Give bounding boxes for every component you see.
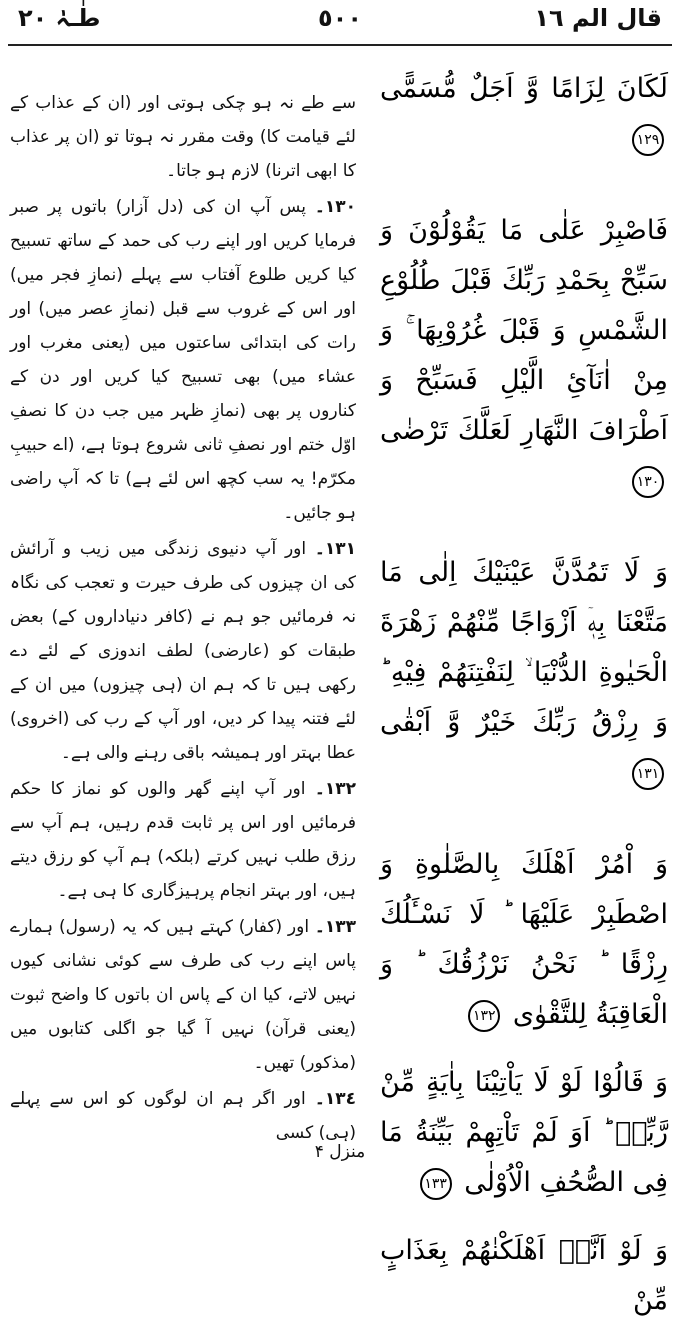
page-number: ٥٠٠ xyxy=(318,4,362,32)
ayah-end-marker: ١٢٩ xyxy=(632,124,664,156)
ayah-131: وَ لَا تَمُدَّنَّ عَيْنَيْكَ اِلٰى مَا مَتَّعْنَا بِهٖۤ اَزْوَاجًا مِّنْهُمْ زَهْرَةَ الْحَيٰوةِ الدُّنْيَا ۙ لِنَفْتِنَهُمْ فِيْهِ ؕ وَ رِزْقُ رَبِّكَ خَيْرٌ وَّ اَبْقٰى ١٣١ xyxy=(380,548,668,798)
ayah-end-marker: ١٣١ xyxy=(632,758,664,790)
ayah-end-marker: ١٣٠ xyxy=(632,466,664,498)
header-divider xyxy=(8,44,672,46)
translation-number: ١٣١۔ xyxy=(314,539,356,559)
ayah-132: وَ اْمُرْ اَهْلَكَ بِالصَّلٰوةِ وَ اصْطَبِرْ عَلَيْهَا ؕ لَا نَسْـَٔلُكَ رِزْقًا ؕ نَحْنُ نَرْزُقُكَ ؕ وَ الْعَاقِبَةُ لِلتَّقْوٰى ١٣٢ xyxy=(380,849,668,1030)
translation-133: ١٣٣۔ اور (کفار) کہتے ہیں کہ یہ (رسول) ہمارے پاس اپنے رب کی طرف سے کوئی نشانی کیوں نہیں لاتے، کیا ان کے پاس ان باتوں کا واضح ثبوت (یعنی قرآن) نہیں آ گیا جو اگلی کتابوں میں (مذکور) تھیں۔ xyxy=(10,917,356,1073)
translation-132: ١٣٢۔ اور آپ اپنے گھر والوں کو نماز کا حکم فرمائیں اور اس پر ثابت قدم رہیں، ہم آپ سے رزق طلب نہیں کرتے (بلکہ) ہم آپ کو رزق دیتے ہیں، اور بہتر انجام پرہیزگاری کا ہی ہے۔ xyxy=(10,779,356,901)
ayah-133: وَ قَالُوْا لَوْ لَا يَاْتِيْنَا بِاٰيَةٍ مِّنْ رَّبِّهٖ ؕ اَوَ لَمْ تَاْتِهِمْ بَيِّنَةُ مَا فِى الصُّحُفِ الْاُوْلٰى ١٣٣ xyxy=(380,1067,668,1198)
translation-131: ١٣١۔ اور آپ دنیوی زندگی میں زیب و آرائش کی ان چیزوں کی طرف حیرت و تعجب کی نگاہ نہ فرمائیں جو ہم نے (کافر دنیاداروں کے) بعض طبقات کو (عارضی) لطف اندوزی کے لئے دے رکھی ہیں تا کہ ہم ان (ہی چیزوں) میں ان کے لئے فتنہ پیدا کر دیں، اور آپ کے رب کی (اخروی) عطا بہتر اور ہمیشہ باقی رہنے والی ہے۔ xyxy=(10,539,356,763)
translation-number: ١٣٣۔ xyxy=(314,917,356,937)
translation-number: ١٣٢۔ xyxy=(314,779,356,799)
translation-134: ١٣٤۔ اور اگر ہم ان لوگوں کو اس سے پہلے (ہی) کسی xyxy=(10,1089,356,1143)
translation-129-cont: سے طے نہ ہو چکی ہوتی اور (ان کے عذاب کے لئے قیامت کا) وقت مقرر نہ ہوتا تو (ان پر عذاب کا ابھی اترنا) لازم ہو جاتا۔ xyxy=(10,93,356,181)
translation-number: ١٣٤۔ xyxy=(314,1089,356,1109)
ayah-129: لَكَانَ لِزَامًا وَّ اَجَلٌ مُّسَمًّى ١٢٩ xyxy=(380,64,668,164)
juz-header: قال الم ١٦ xyxy=(534,4,662,32)
arabic-column xyxy=(380,64,668,1316)
urdu-translation-column xyxy=(10,86,356,1143)
translation-130: ١٣٠۔ پس آپ ان کی (دل آزار) باتوں پر صبر فرمایا کریں اور اپنے رب کی حمد کے ساتھ تسبیح کیا کریں طلوع آفتاب سے پہلے (نمازِ فجر میں) اور اس کے غروب سے قبل (نمازِ عصر میں) اور رات کی ابتدائی ساعتوں میں (یعنی مغرب اور عشاء میں) بھی تسبیح کیا کریں اور دن کے کناروں پر بھی (نمازِ ظہر میں جب دن کا نصفِ اوّل ختم اور نصفِ ثانی شروع ہوتا ہے، (اے حبیبِ مکرّم! یہ سب کچھ اس لئے ہے) تا کہ آپ راضی ہو جائیں۔ xyxy=(10,197,356,523)
translation-number: ١٣٠۔ xyxy=(314,197,356,217)
surah-header: طٰـہٰ ٢٠ xyxy=(18,4,101,32)
ayah-end-marker: ١٣٣ xyxy=(420,1168,452,1200)
ayah-130: فَاصْبِرْ عَلٰى مَا يَقُوْلُوْنَ وَ سَبِّحْ بِحَمْدِ رَبِّكَ قَبْلَ طُلُوْعِ الشَّمْسِ وَ قَبْلَ غُرُوْبِهَا ۚ وَ مِنْ اٰنَآئِ الَّيْلِ فَسَبِّحْ وَ اَطْرَافَ النَّهَارِ لَعَلَّكَ تَرْضٰى ١٣٠ xyxy=(380,206,668,506)
manzil-footer: منزل ۴ xyxy=(314,1142,366,1162)
ayah-134-start: وَ لَوْ اَنَّاۤ اَهْلَكْنٰهُمْ بِعَذَابٍ مِّنْ xyxy=(380,1235,668,1316)
ayah-end-marker: ١٣٢ xyxy=(468,1000,500,1032)
